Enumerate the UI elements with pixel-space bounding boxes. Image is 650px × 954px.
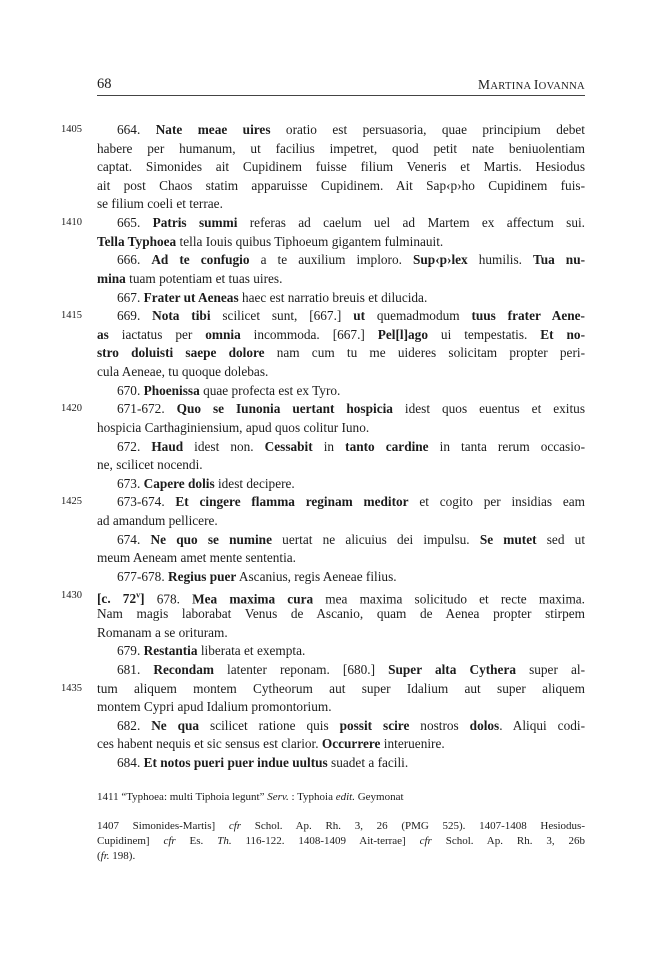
text-line: ait post Chaos statim apparuisse Cupidinem. Ait Sap‹p›ho Cupidinem fuis-: [97, 177, 585, 193]
text-line: ne, scilicet nocendi.: [97, 457, 203, 473]
text-line: ad amandum pellicere.: [97, 513, 218, 529]
text-line: 681. Recondam latenter reponam. [680.] Super alta Cythera super al-: [117, 661, 585, 677]
text-line: stro doluisti saepe dolore nam cum tu me uideres solicitam propter peri-: [97, 345, 585, 361]
margin-line-number: 1430: [61, 589, 82, 601]
text-line: as iactatus per omnia incommoda. [667.] Pel[l]ago ui tempestatis. Et no-: [97, 326, 586, 342]
text-line: meum Aeneam amet mente sententia.: [97, 550, 297, 566]
text-line: 672. Haud idest non. Cessabit in tanto cardine in tanta rerum occasio-: [117, 438, 586, 454]
note-line: 1407 Simonides-Martis] cfr Schol. Ap. Rh. 3, 26 (PMG 525). 1407-1408 Hesiodus-: [97, 820, 586, 832]
note-line: 1411 “Typhoea: multi Tiphoia legunt” Serv. : Typhoia edit. Geymonat: [97, 791, 404, 803]
text-line: 671-672. Quo se Iunonia uertant hospicia idest quos euentus et exitus: [117, 401, 585, 417]
margin-line-number: 1415: [61, 310, 82, 322]
text-line: mina tuam potentiam et tuas uires.: [97, 270, 283, 286]
text-line: 667. Frater ut Aeneas haec est narratio breuis et dilucida.: [117, 289, 428, 305]
text-line: habere per humanum, ut facilius impetret, quod petit nate beniuolentiam: [97, 140, 585, 156]
text-line: 666. Ad te confugio a te auxilium imploro. Sup‹p›lex humilis. Tua nu-: [117, 252, 586, 268]
text-line: 682. Ne qua scilicet ratione quis possit scire nostros dolos. Aliqui codi-: [117, 717, 585, 733]
margin-line-number: 1410: [61, 217, 82, 229]
text-line: 670. Phoenissa quae profecta est ex Tyro.: [117, 382, 341, 398]
page-number: 68: [97, 76, 112, 92]
note-line: Cupidinem] cfr Es. Th. 116-122. 1408-1409 Ait-terrae] cfr Schol. Ap. Rh. 3, 26b: [97, 835, 585, 847]
text-line: 674. Ne quo se numine uertat ne alicuius dei impulsu. Se mutet sed ut: [117, 531, 586, 547]
running-head: MARTINA IOVANNA: [478, 77, 585, 92]
text-line: 673-674. Et cingere flamma reginam meditor et cogito per insidias eam: [117, 494, 586, 510]
text-line: Nam magis laborabat Venus de Ascanio, quam de Aenea propter stirpem: [97, 606, 585, 622]
text-line: 664. Nate meae uires oratio est persuasoria, quae principium debet: [117, 122, 585, 137]
margin-line-number: 1425: [61, 496, 82, 508]
margin-line-number: 1435: [61, 682, 82, 694]
text-line: 677-678. Regius puer Ascanius, regis Aeneae filius.: [117, 568, 397, 584]
text-line: 665. Patris summi referas ad caelum uel ad Martem ex affectum sui.: [117, 215, 586, 231]
text-line: 673. Capere dolis idest decipere.: [117, 475, 295, 491]
text-line: tum aliquem montem Cytheorum aut super Idalium aut super aliquem: [97, 680, 585, 696]
margin-line-number: 1405: [61, 124, 82, 135]
text-line: [c. 72$^v$] 678. Mea maxima cura mea maxima solicitudo et recte maxima.: [97, 590, 586, 606]
sources-apparatus: [97, 819, 585, 864]
text-line: ces habent nequis et sic sensus est clarior. Occurrere interuenire.: [97, 736, 445, 752]
text-line: se filium coeli et terrae.: [97, 196, 223, 212]
note-line: (fr. 198).: [97, 850, 136, 862]
text-line: montem Cypri apud Idalium promontorium.: [97, 699, 332, 715]
margin-line-number: 1420: [61, 403, 82, 415]
header-rule: [97, 95, 585, 96]
text-line: Romanam a se orituram.: [97, 624, 228, 640]
text-line: 684. Et notos pueri puer indue uultus suadet a facili.: [117, 755, 409, 771]
text-line: hospicia Carthaginiensium, apud quos colitur Iuno.: [97, 419, 370, 435]
text-line: captat. Simonides ait Cupidinem fuisse filium Veneris et Martis. Hesiodus: [97, 159, 585, 175]
page-header: [97, 76, 585, 96]
text-line: 669. Nota tibi scilicet sunt, [667.] ut quemadmodum tuus frater Aene-: [117, 308, 585, 324]
critical-apparatus: [97, 790, 585, 805]
text-line: 679. Restantia liberata et exempta.: [117, 643, 306, 659]
text-line: Tella Typhoea tella Iouis quibus Tiphoeum gigantem fulminauit.: [97, 233, 444, 249]
text-line: cula Aeneae, tu quoque dolebas.: [97, 364, 269, 380]
